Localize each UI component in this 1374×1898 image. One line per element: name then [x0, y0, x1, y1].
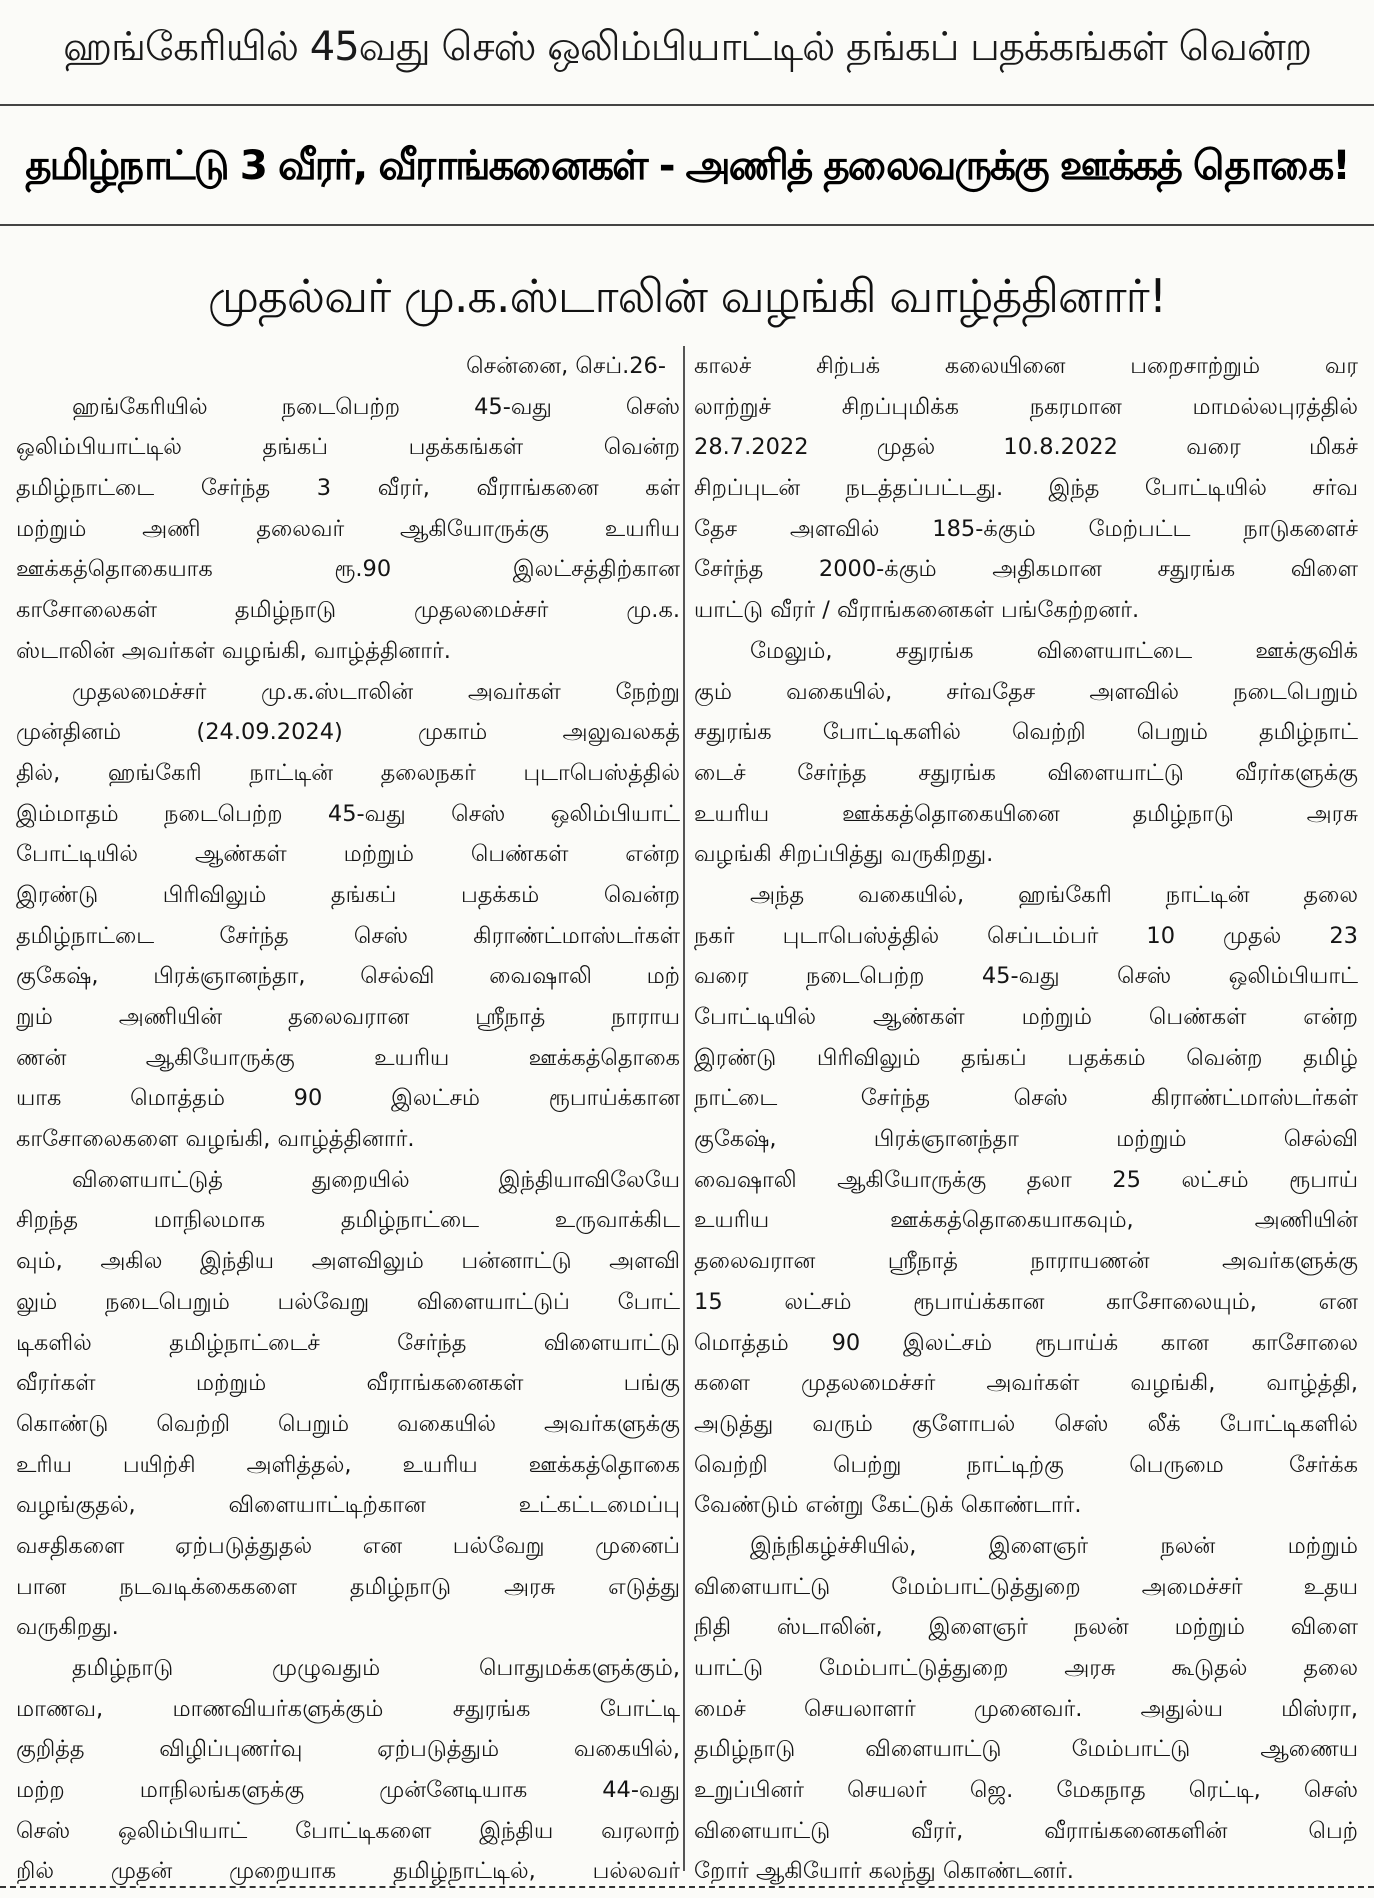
dateline: சென்னை, செப்.26- [466, 353, 666, 379]
article-line: மேலும், சதுரங்க விளையாட்டை ஊக்குவிக் [750, 637, 1358, 664]
column-divider [683, 346, 685, 1871]
article-line: பான நடவடிக்கைகளை தமிழ்நாடு அரசு எடுத்து [16, 1573, 680, 1600]
article-line: லாற்றுச் சிறப்புமிக்க நகரமான மாமல்லபுரத்தில் [694, 393, 1358, 420]
article-line: சிறப்புடன் நடத்தப்பட்டது. இந்த போட்டியில் சர்வ [694, 475, 1358, 502]
article-line: வழங்கி சிறப்பித்து வருகிறது. [694, 841, 994, 868]
article-line: றில் முதன் முறையாக தமிழ்நாட்டில், பல்லவர் [16, 1858, 680, 1885]
article-column-right [694, 346, 1358, 1892]
article-line: ஊக்கத்தொகையாக ரூ.90 இலட்சத்திற்கான [16, 556, 680, 583]
article-line: உயரிய ஊக்கத்தொகையாகவும், அணியின் [694, 1207, 1358, 1234]
article-line: இம்மாதம் நடைபெற்ற 45-வது செஸ் ஒலிம்பியாட் [16, 800, 680, 827]
article-line: வைஷாலி ஆகியோருக்கு தலா 25 லட்சம் ரூபாய் [694, 1166, 1358, 1193]
article-line: நிதி ஸ்டாலின், இளைஞர் நலன் மற்றும் விளை [694, 1614, 1358, 1641]
article-line: கொண்டு வெற்றி பெறும் வகையில் அவர்களுக்கு [16, 1410, 680, 1437]
article-line: டைச் சேர்ந்த சதுரங்க விளையாட்டு வீரர்களுக்கு [694, 759, 1358, 786]
article-line: வேண்டும் என்று கேட்டுக் கொண்டார். [694, 1492, 1082, 1519]
article-line: காசோலைகளை வழங்கி, வாழ்த்தினார். [16, 1126, 415, 1153]
main-headline: தமிழ்நாட்டு 3 வீரர், வீராங்கனைகள் - அணித் தலைவருக்கு ஊக்கத் தொகை! [25, 141, 1349, 189]
article-line: வீரர்கள் மற்றும் வீராங்கனைகள் பங்கு [16, 1370, 680, 1397]
article-line: ஒலிம்பியாட்டில் தங்கப் பதக்கங்கள் வென்ற [16, 434, 680, 461]
article-line: தமிழ்நாடு முழுவதும் பொதுமக்களுக்கும், [72, 1655, 680, 1681]
article-line: யாட்டு வீரர் / வீராங்கனைகள் பங்கேற்றனர். [694, 597, 1140, 624]
headline-divider [0, 104, 1374, 106]
article-line: ஹங்கேரியில் நடைபெற்ற 45-வது செஸ் [72, 393, 680, 420]
article-line: நாட்டை சேர்ந்த செஸ் கிராண்ட்மாஸ்டர்கள் [694, 1085, 1358, 1112]
article-line: தேச அளவில் 185-க்கும் மேற்பட்ட நாடுகளைச் [694, 515, 1358, 542]
article-line: தலைவரான ஸ்ரீநாத் நாராயணன் அவர்களுக்கு [694, 1248, 1358, 1275]
article-line: மற்ற மாநிலங்களுக்கு முன்னேடியாக 44-வது [16, 1777, 680, 1804]
article-line: யாக மொத்தம் 90 இலட்சம் ரூபாய்க்கான [16, 1085, 680, 1112]
article-line: உறுப்பினர் செயலர் ஜெ. மேகநாத ரெட்டி, செஸ் [694, 1777, 1358, 1804]
headline-divider [0, 224, 1374, 226]
bottom-dashed-rule [0, 1886, 1374, 1888]
article-line: இரண்டு பிரிவிலும் தங்கப் பதக்கம் வென்ற தமிழ் [694, 1044, 1358, 1071]
article-line: மற்றும் அணி தலைவர் ஆகியோருக்கு உயரிய [16, 515, 680, 542]
article-line: தமிழ்நாட்டை சேர்ந்த 3 வீரர், வீராங்கனை கள் [16, 475, 680, 502]
article-line: செஸ் ஒலிம்பியாட் போட்டிகளை இந்திய வரலாற் [16, 1817, 680, 1844]
article-line: தமிழ்நாட்டை சேர்ந்த செஸ் கிராண்ட்மாஸ்டர்கள் [16, 922, 680, 949]
article-line: வழங்குதல், விளையாட்டிற்கான உட்கட்டமைப்பு [16, 1492, 680, 1519]
article-line: மொத்தம் 90 இலட்சம் ரூபாய்க் கான காசோலை [694, 1329, 1358, 1356]
article-line: போட்டியில் ஆண்கள் மற்றும் பெண்கள் என்ற [16, 841, 680, 868]
article-line: சேர்ந்த 2000-க்கும் அதிகமான சதுரங்க விளை [694, 556, 1358, 583]
article-line: இரண்டு பிரிவிலும் தங்கப் பதக்கம் வென்ற [16, 881, 680, 908]
article-line: இந்நிகழ்ச்சியில், இளைஞர் நலன் மற்றும் [750, 1532, 1358, 1559]
article-line: 15 லட்சம் ரூபாய்க்கான காசோலையும், என [694, 1288, 1358, 1315]
article-line: சதுரங்க போட்டிகளில் வெற்றி பெறும் தமிழ்நாட் [694, 719, 1358, 746]
article-line: வசதிகளை ஏற்படுத்துதல் என பல்வேறு முனைப் [16, 1532, 680, 1559]
article-line: முன்தினம் (24.09.2024) முகாம் அலுவலகத் [16, 719, 680, 746]
article-line: விளையாட்டு வீரர், வீராங்கனைகளின் பெற் [694, 1817, 1358, 1844]
article-line: மாணவ, மாணவியர்களுக்கும் சதுரங்க போட்டி [16, 1695, 680, 1722]
article-line: காசோலைகள் தமிழ்நாடு முதலமைச்சர் மு.க. [16, 597, 680, 624]
article-line: தில், ஹங்கேரி நாட்டின் தலைநகர் புடாபெஸ்த்தில் [16, 759, 680, 786]
article-line: போட்டியில் ஆண்கள் மற்றும் பெண்கள் என்ற [694, 1004, 1358, 1030]
article-line: முதலமைச்சர் மு.க.ஸ்டாலின் அவர்கள் நேற்று [72, 678, 680, 705]
article-line: மைச் செயலாளர் முனைவர். அதுல்ய மிஸ்ரா, [694, 1695, 1358, 1722]
article-line: கும் வகையில், சர்வதேச அளவில் நடைபெறும் [694, 678, 1358, 705]
article-line: லும் நடைபெறும் பல்வேறு விளையாட்டுப் போட் [16, 1288, 680, 1315]
article-line: சிறந்த மாநிலமாக தமிழ்நாட்டை உருவாக்கிட [16, 1207, 680, 1234]
article-line: றும் அணியின் தலைவரான ஸ்ரீநாத் நாராய [16, 1004, 680, 1030]
sub-headline: முதல்வர் மு.க.ஸ்டாலின் வழங்கி வாழ்த்தினார்! [207, 269, 1167, 323]
article-line: குகேஷ், பிரக்ஞானந்தா, செல்வி வைஷாலி மற் [16, 963, 680, 990]
article-line: வரை நடைபெற்ற 45-வது செஸ் ஒலிம்பியாட் [694, 963, 1358, 990]
article-line: குறித்த விழிப்புணர்வு ஏற்படுத்தும் வகையில், [16, 1736, 680, 1763]
article-line: 28.7.2022 முதல் 10.8.2022 வரை மிகச் [694, 434, 1358, 461]
article-line: தமிழ்நாடு விளையாட்டு மேம்பாட்டு ஆணைய [694, 1736, 1358, 1763]
article-line: ஸ்டாலின் அவர்கள் வழங்கி, வாழ்த்தினார். [16, 637, 451, 664]
kicker-headline: ஹங்கேரியில் 45வது செஸ் ஒலிம்பியாட்டில் தங்கப் பதக்கங்கள் வென்ற [62, 24, 1312, 70]
article-line: களை முதலமைச்சர் அவர்கள் வழங்கி, வாழ்த்தி, [694, 1370, 1358, 1397]
article-column-left [16, 346, 680, 1892]
article-line: விளையாட்டு மேம்பாட்டுத்துறை அமைச்சர் உதய [694, 1573, 1358, 1600]
article-line: ணன் ஆகியோருக்கு உயரிய ஊக்கத்தொகை [16, 1044, 680, 1071]
article-line: அடுத்து வரும் குளோபல் செஸ் லீக் போட்டிகளில் [694, 1410, 1358, 1437]
article-line: காலச் சிற்பக் கலையினை பறைசாற்றும் வர [694, 353, 1358, 379]
article-line: டிகளில் தமிழ்நாட்டைச் சேர்ந்த விளையாட்டு [16, 1329, 680, 1356]
article-line: குகேஷ், பிரக்ஞானந்தா மற்றும் செல்வி [694, 1126, 1358, 1153]
article-line: நகர் புடாபெஸ்த்தில் செப்டம்பர் 10 முதல் 23 [694, 922, 1358, 949]
article-line: வெற்றி பெற்று நாட்டிற்கு பெருமை சேர்க்க [694, 1451, 1358, 1478]
article-line: றோர் ஆகியோர் கலந்து கொண்டனர். [694, 1858, 1074, 1885]
article-line: அந்த வகையில், ஹங்கேரி நாட்டின் தலை [750, 881, 1358, 908]
article-line: வும், அகில இந்திய அளவிலும் பன்னாட்டு அளவி [16, 1248, 680, 1275]
article-line: விளையாட்டுத் துறையில் இந்தியாவிலேயே [72, 1166, 680, 1193]
article-line: வருகிறது. [16, 1614, 119, 1641]
article-line: உயரிய ஊக்கத்தொகையினை தமிழ்நாடு அரசு [694, 800, 1358, 827]
article-line: யாட்டு மேம்பாட்டுத்துறை அரசு கூடுதல் தலை [694, 1655, 1358, 1681]
article-line: உரிய பயிற்சி அளித்தல், உயரிய ஊக்கத்தொகை [16, 1451, 680, 1478]
